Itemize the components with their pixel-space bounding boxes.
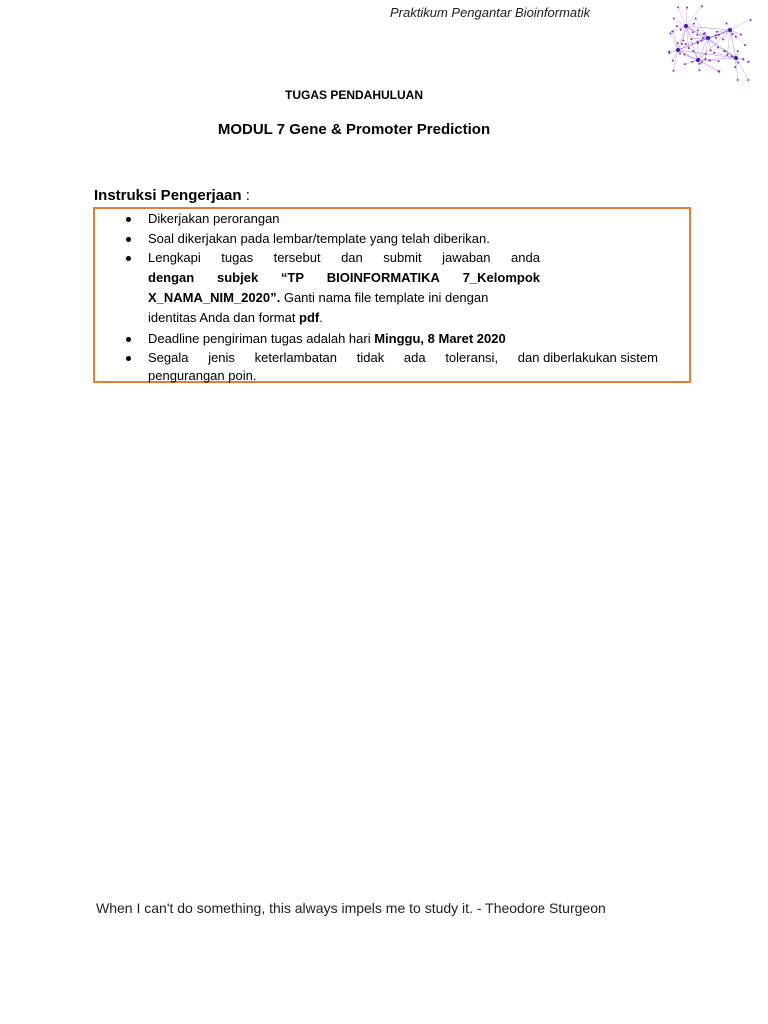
- pre-title: TUGAS PENDAHULUAN: [285, 88, 423, 102]
- logo-node: [696, 34, 698, 36]
- period: .: [319, 310, 323, 325]
- logo-node: [725, 22, 727, 24]
- instruction-item-4: [148, 331, 506, 347]
- course-header: Praktikum Pengantar Bioinformatik: [390, 5, 591, 20]
- instruction-item-3-line-4-text: identitas Anda dan format: [148, 310, 300, 325]
- logo-node: [740, 34, 742, 36]
- word: tersebut: [273, 250, 321, 265]
- word: Segala: [148, 350, 189, 365]
- word: keterlambatan: [254, 350, 338, 365]
- instruction-item-2: Soal dikerjakan pada lembar/template yang telah diberikan.: [148, 231, 490, 246]
- logo-node: [717, 46, 719, 48]
- word: tugas: [221, 250, 254, 265]
- section-heading-colon: :: [241, 187, 250, 204]
- logo-hub: [734, 56, 738, 60]
- logo-node: [737, 62, 739, 64]
- logo-hub: [728, 28, 732, 32]
- logo-edge: [686, 38, 708, 44]
- logo-node: [747, 61, 749, 63]
- logo-node: [682, 39, 684, 41]
- word: jawaban: [442, 250, 491, 265]
- word: toleransi,: [445, 350, 499, 365]
- logo-edge: [672, 26, 686, 32]
- logo-node: [697, 41, 699, 43]
- logo-edge: [686, 8, 687, 26]
- logo-node: [718, 60, 720, 62]
- logo-node: [735, 36, 737, 38]
- logo-node: [710, 49, 712, 51]
- logo-node: [685, 43, 687, 45]
- word: jenis: [208, 350, 235, 365]
- logo-node: [677, 42, 679, 44]
- logo-node: [742, 58, 744, 60]
- logo-node: [731, 33, 733, 35]
- instruction-item-3-line-4: [148, 310, 323, 326]
- logo-node: [692, 50, 694, 52]
- word: Lengkapi: [148, 250, 201, 265]
- logo-node: [673, 18, 675, 20]
- logo-node: [672, 70, 674, 72]
- instruction-item-1: Dikerjakan perorangan: [148, 211, 280, 226]
- section-heading-text: Instruksi Pengerjaan: [94, 187, 242, 204]
- logo-node: [713, 52, 715, 54]
- logo-node: [693, 23, 695, 25]
- footer-quote: When I can't do something, this always impels me to study it. - Theodore Sturgeon: [96, 900, 606, 916]
- bullet: [126, 356, 131, 361]
- logo-node: [731, 55, 733, 57]
- logo-node: [701, 5, 703, 7]
- instruction-item-3-line-3-text: Ganti nama file template ini dengan: [280, 290, 489, 305]
- logo-edge: [674, 19, 686, 26]
- logo-edge: [736, 58, 738, 80]
- logo-hub: [684, 24, 688, 28]
- logo-edge: [673, 50, 678, 71]
- word: dan diberlakukan sistem: [517, 350, 658, 365]
- deadline-label: Deadline pengiriman tugas adalah hari: [148, 331, 375, 346]
- logo-node: [669, 32, 671, 34]
- logo-node: [691, 61, 693, 63]
- logo-hub: [676, 48, 680, 52]
- network-graph-logo: [658, 0, 762, 84]
- logo-node: [705, 53, 707, 55]
- bullet: [126, 337, 131, 342]
- logo-node: [715, 34, 717, 36]
- logo-node: [684, 63, 686, 65]
- logo-node: [698, 69, 700, 71]
- instruction-item-3-line-3: [148, 290, 488, 306]
- logo-node: [737, 79, 739, 81]
- word: dengan: [148, 270, 195, 285]
- logo-node: [715, 37, 717, 39]
- logo-node: [744, 44, 746, 46]
- logo-node: [726, 54, 728, 56]
- logo-node: [701, 61, 703, 63]
- logo-node: [679, 52, 681, 54]
- logo-node: [709, 60, 711, 62]
- logo-edge: [727, 30, 730, 55]
- logo-hub: [706, 36, 710, 40]
- logo-node: [723, 50, 725, 52]
- logo-node: [701, 40, 703, 42]
- word: “TP: [280, 270, 305, 285]
- logo-node: [672, 60, 674, 62]
- word: anda: [511, 250, 540, 265]
- logo-node: [716, 31, 718, 33]
- logo-node: [734, 66, 736, 68]
- word: submit: [383, 250, 422, 265]
- word: BIOINFORMATIKA: [326, 270, 440, 285]
- logo-node: [703, 33, 705, 35]
- logo-node: [699, 63, 701, 65]
- logo-node: [668, 51, 670, 53]
- logo-node: [681, 43, 683, 45]
- instruction-item-3-line-2: [148, 270, 540, 286]
- logo-node: [683, 54, 685, 56]
- logo-node: [704, 58, 706, 60]
- logo-edge: [678, 7, 686, 26]
- logo-node: [672, 30, 674, 32]
- logo-edge: [730, 30, 745, 45]
- logo-edge: [678, 26, 686, 50]
- instruction-item-5-line-2: pengurangan poin.: [148, 368, 257, 383]
- logo-node: [686, 7, 688, 9]
- instruction-item-5-line-1: [148, 350, 658, 366]
- logo-node: [697, 29, 699, 31]
- logo-node: [702, 37, 704, 39]
- logo-edge: [730, 20, 751, 30]
- logo-hub: [696, 58, 700, 62]
- logo-node: [676, 25, 678, 27]
- logo-node: [692, 31, 694, 33]
- logo-node: [737, 50, 739, 52]
- word: subjek: [216, 270, 259, 285]
- logo-node: [747, 79, 749, 81]
- logo-node: [691, 38, 693, 40]
- logo-node: [677, 6, 679, 8]
- bullet: [126, 217, 131, 222]
- format-pdf: pdf: [299, 310, 320, 325]
- word: 7_Kelompok: [462, 270, 540, 285]
- instruction-item-3-line-1: [148, 250, 540, 266]
- logo-node: [695, 17, 697, 19]
- logo-edge: [708, 38, 736, 58]
- instructions-box: [93, 207, 691, 383]
- deadline-date: Minggu, 8 Maret 2020: [374, 331, 506, 346]
- logo-node: [680, 29, 682, 31]
- bullet: [126, 237, 131, 242]
- logo-edge: [698, 58, 736, 60]
- word: ada: [403, 350, 426, 365]
- logo-node: [688, 47, 690, 49]
- logo-node: [718, 34, 720, 36]
- logo-node: [722, 38, 724, 40]
- file-name-pattern: X_NAMA_NIM_2020”.: [148, 290, 281, 305]
- logo-node: [750, 19, 752, 21]
- word: dan: [341, 250, 363, 265]
- word: tidak: [356, 350, 385, 365]
- section-heading: [94, 187, 250, 204]
- logo-node: [718, 71, 720, 73]
- bullet: [126, 256, 131, 261]
- logo-edge: [698, 60, 719, 61]
- document-title: MODUL 7 Gene & Promoter Prediction: [217, 121, 491, 138]
